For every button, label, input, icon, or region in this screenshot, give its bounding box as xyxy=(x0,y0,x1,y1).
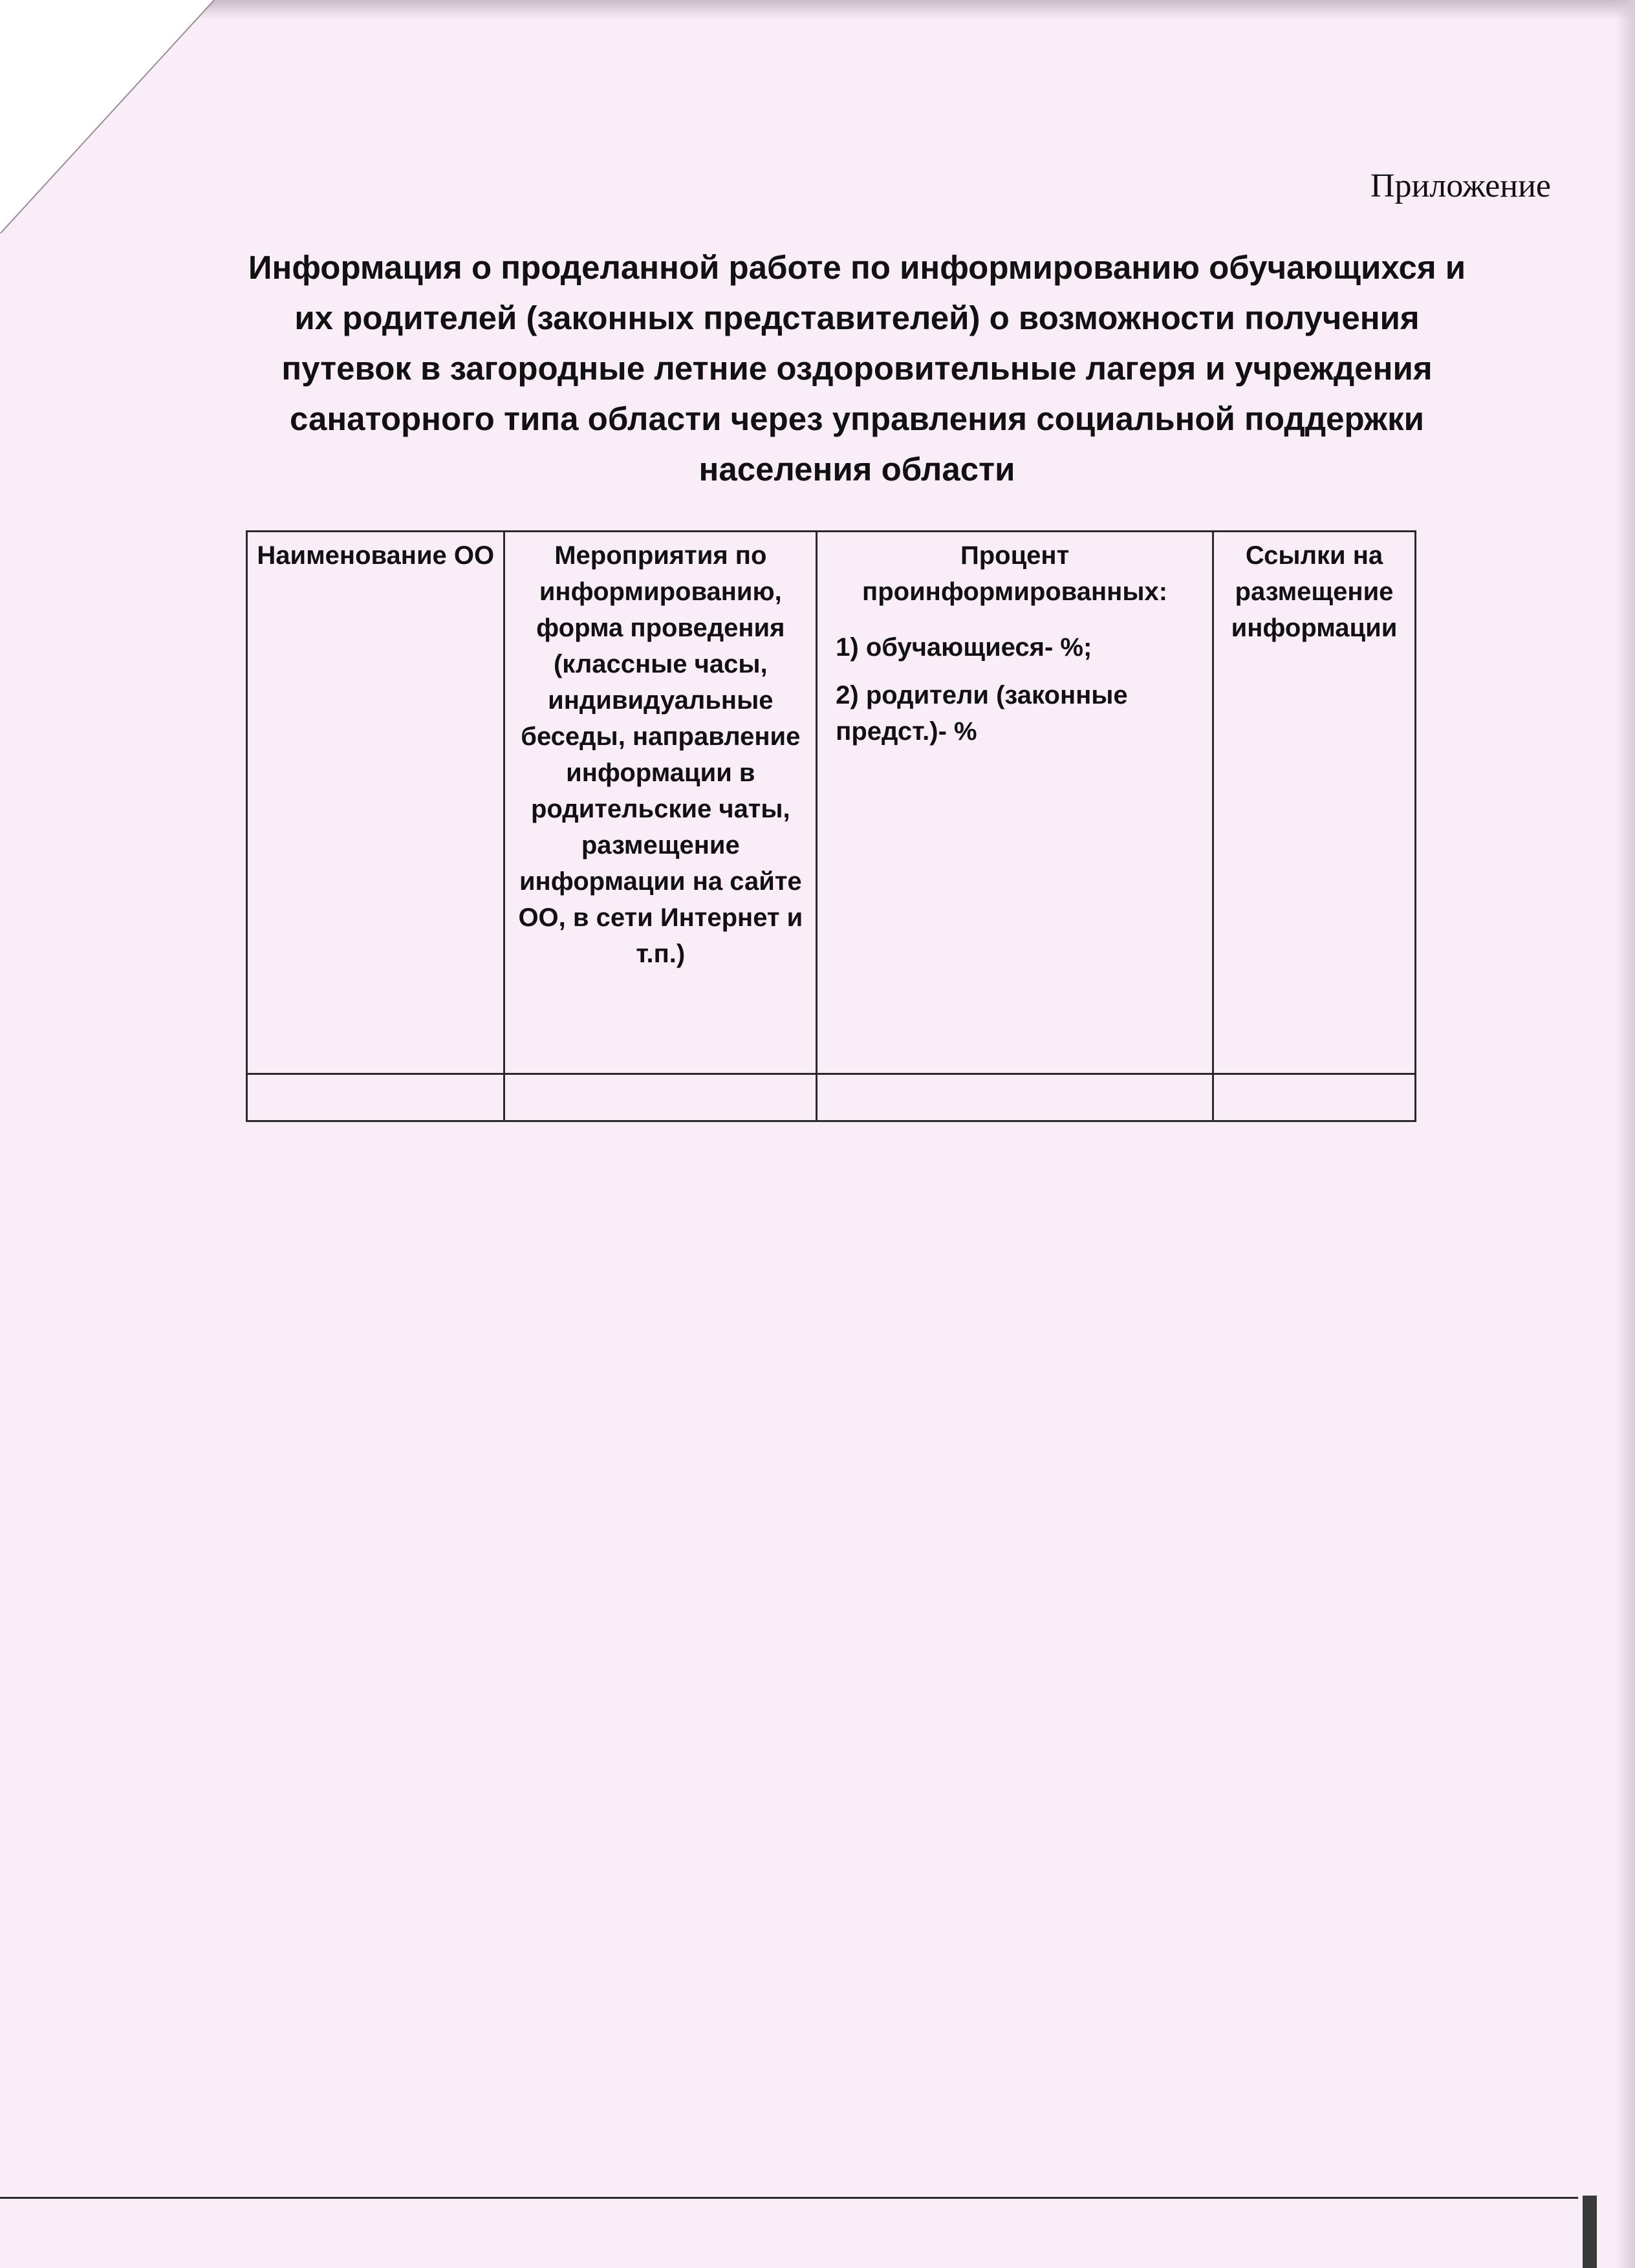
scan-bottom-mark xyxy=(1583,2196,1597,2268)
cell-activities xyxy=(504,1074,817,1121)
information-table xyxy=(246,530,1416,1122)
header-percent-students: 1) обучающиеся- %; xyxy=(836,633,1092,662)
header-percent-parents: 2) родители (законные предст.)- % xyxy=(836,681,1128,746)
appendix-label: Приложение xyxy=(1370,167,1551,204)
bottom-rule-line xyxy=(0,2197,1578,2199)
header-percent xyxy=(817,532,1213,1074)
cell-org-name xyxy=(247,1074,504,1121)
scan-edge-shading xyxy=(0,0,1635,19)
scan-right-shading xyxy=(1616,0,1635,2268)
header-org-name: Наименование ОО xyxy=(247,532,504,1074)
cell-percent xyxy=(817,1074,1213,1121)
document-title: Информация о проделанной работе по информированию обучающихся и их родителей (законных представителей) о возможности получения путевок в загородные летние оздоровительные лагеря и учреждения санаторного типа области через управления социальной поддержки населения области xyxy=(248,249,1466,488)
header-links: Ссылки на размещение информации xyxy=(1213,532,1415,1074)
table-row xyxy=(247,1074,1416,1121)
header-activities: Мероприятия по информированию, форма проведения (классные часы, индивидуальные беседы, направление информации в родительские чаты, размещение информации на сайте ОО, в сети Интернет и т.п.) xyxy=(504,532,817,1074)
cell-links xyxy=(1213,1074,1415,1121)
header-percent-title: Процент проинформированных: xyxy=(862,541,1168,606)
table-header-row xyxy=(247,532,1416,1074)
